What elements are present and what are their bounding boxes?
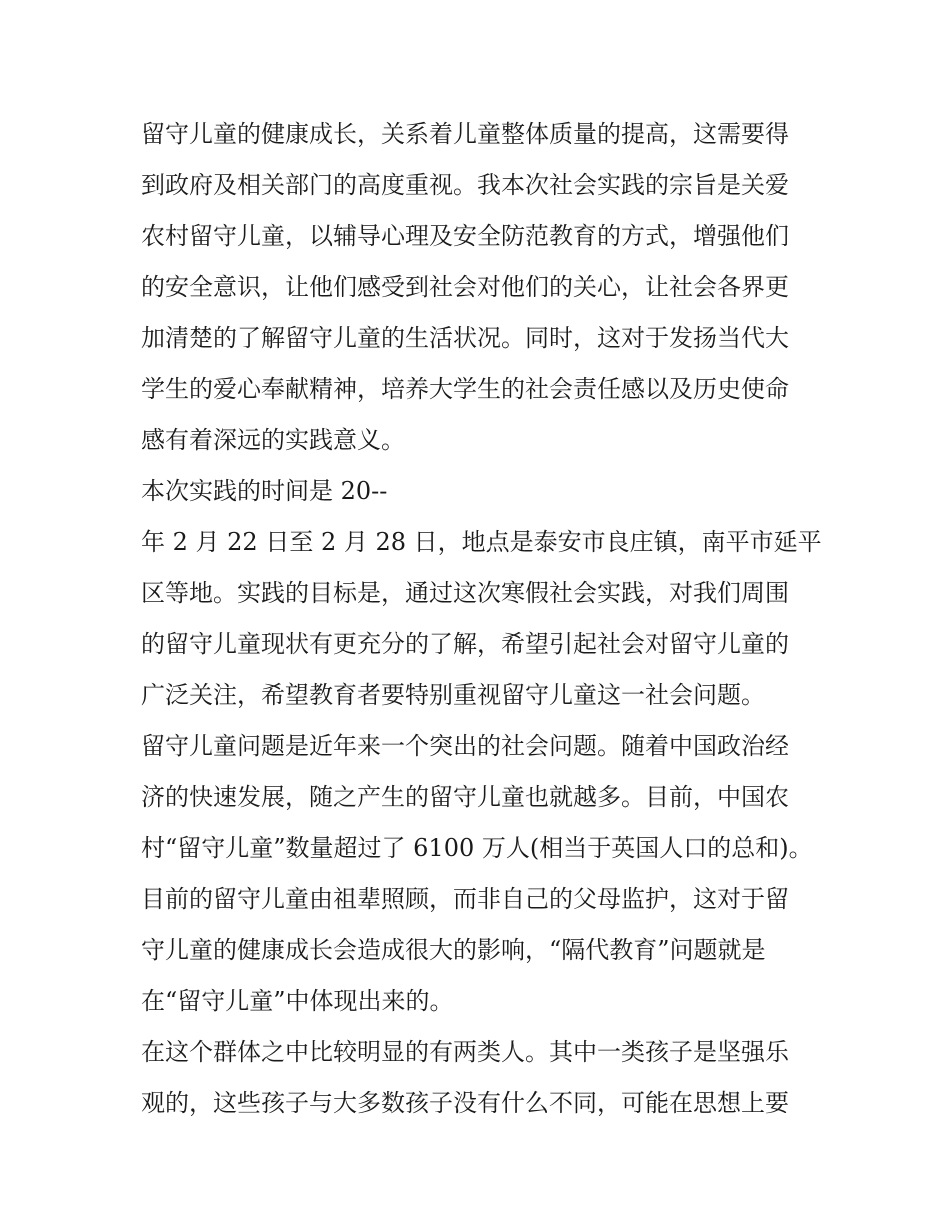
text-line: 到政府及相关部门的高度重视。我本次社会实践的宗旨是关爱 — [141, 171, 789, 199]
text-line: 加清楚的了解留守儿童的生活状况。同时，这对于发扬当代大 — [141, 324, 789, 352]
text-line: 感有着深远的实践意义。 — [141, 426, 405, 454]
text-line: 农村留守儿童，以辅导心理及安全防范教育的方式，增强他们 — [141, 222, 789, 250]
text-line: 在这个群体之中比较明显的有两类人。其中一类孩子是坚强乐 — [141, 1038, 789, 1066]
body-text — [141, 109, 821, 1129]
text-line: 村“留守儿童”数量超过了 6100 万人(相当于英国人口的总和)。 — [141, 834, 813, 862]
text-line: 济的快速发展，随之产生的留守儿童也就越多。目前，中国农 — [141, 783, 789, 811]
text-line: 留守儿童问题是近年来一个突出的社会问题。随着中国政治经 — [141, 732, 789, 760]
text-line: 留守儿童的健康成长，关系着儿童整体质量的提高，这需要得 — [141, 120, 789, 148]
text-line: 目前的留守儿童由祖辈照顾，而非自己的父母监护，这对于留 — [141, 885, 789, 913]
text-line: 本次实践的时间是 20-- — [141, 477, 388, 505]
text-line: 年 2 月 22 日至 2 月 28 日，地点是泰安市良庄镇，南平市延平 — [141, 528, 822, 556]
text-line: 的安全意识，让他们感受到社会对他们的关心，让社会各界更 — [141, 273, 789, 301]
text-line: 学生的爱心奉献精神，培养大学生的社会责任感以及历史使命 — [141, 375, 789, 403]
text-line: 守儿童的健康成长会造成很大的影响，“隔代教育”问题就是 — [141, 936, 766, 964]
text-line: 广泛关注，希望教育者要特别重视留守儿童这一社会问题。 — [141, 681, 765, 709]
text-line: 在“留守儿童”中体现出来的。 — [141, 987, 454, 1015]
text-line: 的留守儿童现状有更充分的了解，希望引起社会对留守儿童的 — [141, 630, 789, 658]
text-line: 观的，这些孩子与大多数孩子没有什么不同，可能在思想上要 — [141, 1089, 789, 1117]
text-line: 区等地。实践的目标是，通过这次寒假社会实践，对我们周围 — [141, 579, 789, 607]
